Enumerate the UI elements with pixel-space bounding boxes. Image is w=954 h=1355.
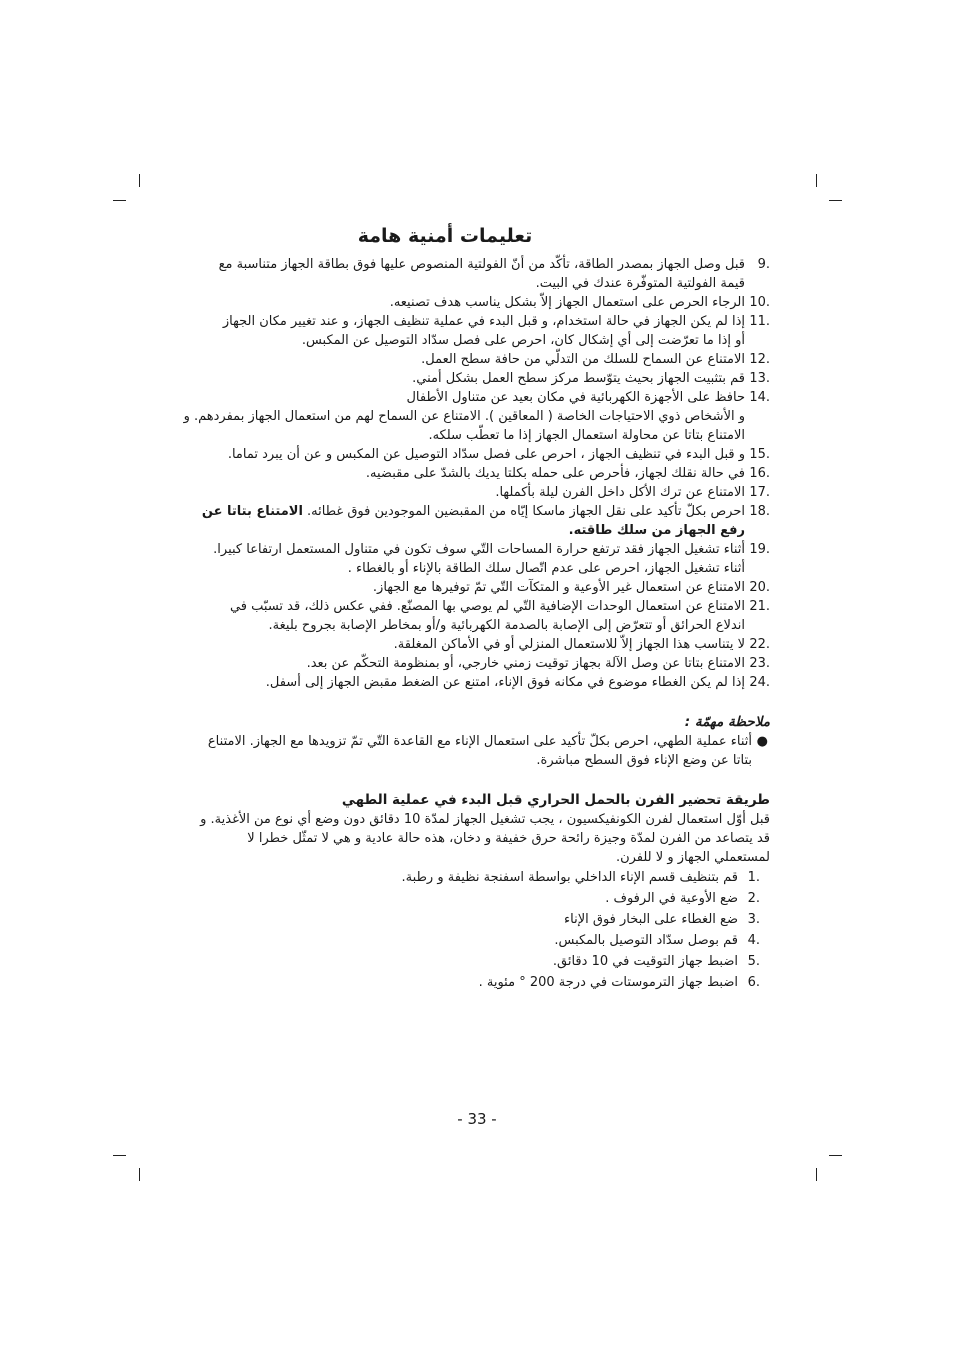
step-item: [120, 951, 760, 972]
item-number: 13.: [749, 371, 770, 386]
item-text: إذا لم يكن الغطاء موضوع في مكانه فوق الإناء، امتنع عن الضغط مقبض الجهاز إلى أسفل.: [265, 675, 745, 690]
step-number: 2.: [747, 891, 760, 906]
item-text: قبل وصل الجهاز بمصدر الطاقة، تأكّد من أنّ الفولتية المنصوص عليها فوق بطاقة الجهاز متناسبة مع: [218, 257, 745, 272]
item-number: 11.: [749, 314, 770, 329]
document-page: [120, 225, 770, 993]
bullet-icon: ●: [756, 734, 768, 749]
crop-mark-top-left: [139, 174, 140, 187]
preheat-heading: طريقة تحضير الفرن بالحمل الحراري قبل البدء في عملية الطهي: [341, 792, 770, 808]
item-text: [120, 521, 745, 540]
step-text: اضبط جهاز الترموستات في درجة 200 ° مئوية .: [478, 975, 738, 990]
list-item-19: [120, 540, 770, 578]
item-number: 24.: [749, 675, 770, 690]
note-heading: ملاحظة مهمّة :: [684, 714, 770, 730]
crop-mark-bottom-right: [816, 1168, 817, 1181]
list-item-17: [120, 483, 770, 502]
item-text: حافظ على الأجهزة الكهربائية في مكان بعيد عن متناول الأطفال: [406, 390, 745, 405]
page-title: تعليمات أمنية هامة: [357, 225, 533, 247]
crop-mark-bottom-right-h: [829, 1155, 842, 1156]
step-item: [120, 972, 760, 993]
item-text: الامتناع بتاتا عن وصل الآلة بجهاز توقيت زمني خارجي، أو بمنظومة التحكّم عن بعد.: [306, 656, 745, 671]
item-number: 17.: [749, 485, 770, 500]
item-text: و قبل البدء في تنظيف الجهاز ، احرص على فصل سدّاد التوصيل عن المكبس و عن أن يبرد تماما.: [227, 447, 745, 462]
step-text: قم بوصل سدّاد التوصيل بالمكبس.: [554, 933, 738, 948]
item-text-bold: رفع الجهاز من سلك طاقته.: [568, 523, 745, 538]
item-number: 12.: [749, 352, 770, 367]
item-number: 15.: [749, 447, 770, 462]
item-14-continuation: [95, 407, 770, 445]
list-item-24: [120, 673, 770, 692]
item-text: في حالة نقلك لجهاز، فأحرص على حمله بكلتا يديك بالشدّ على مقبضيه.: [365, 466, 745, 481]
item-number: 19.: [749, 542, 770, 557]
list-item-23: [120, 654, 770, 673]
item-text: اندلاع الحرائق أو تتعرّض إلى الإصابة بالصدمة الكهربائية و/أو بمخاطر الإصابة بجروح بليغة.: [268, 618, 745, 633]
item-text: إذا لم يكن الجهاز في حالة استخدام، و قبل البدء في عملية تنظيف الجهاز، و عند تغيير مكان الجهاز: [222, 314, 745, 329]
list-item-10: [120, 293, 770, 312]
list-item-9: [120, 255, 770, 293]
list-item-11: [120, 312, 770, 350]
step-number: 1.: [747, 870, 760, 885]
item-number: 18.: [749, 504, 770, 519]
step-number: 4.: [747, 933, 760, 948]
item-number: 10.: [749, 295, 770, 310]
list-item-22: [120, 635, 770, 654]
item-number: 21.: [749, 599, 770, 614]
item-text: الرجاء الحرص على استعمال الجهاز إلاّ بشكل يناسب هدف تصنيعه.: [389, 295, 745, 310]
item-number: 9.: [757, 257, 770, 272]
crop-mark-top-right: [816, 174, 817, 187]
crop-mark-bottom-left: [139, 1168, 140, 1181]
item-text: الامتناع عن ترك الأكل داخل الفرن ليلة بأكملها.: [495, 485, 745, 500]
item-text: قيمة الفولتية المتوفّرة عندك في البيت.: [535, 276, 745, 291]
crop-mark-top-left-h: [113, 200, 126, 201]
step-text: ضع الأوعية في الرفوف .: [605, 891, 738, 906]
item-number: 16.: [749, 466, 770, 481]
item-text: لا يتناسب هذا الجهاز إلاّ للاستعمال المنزلي أو في الأماكن المغلقة.: [393, 637, 745, 652]
item-text: [120, 502, 745, 521]
list-item-15: [120, 445, 770, 464]
item-text: الامتناع عن السماح للسلك من التدلّي من حافة سطح العمل.: [421, 352, 745, 367]
step-item: [120, 867, 760, 888]
item-text: الامتناع عن استعمال الوحدات الإضافية التّي لم يوصي بها المصنّع. ففي عكس ذلك، قد تسبّب في: [229, 599, 745, 614]
page-number: - 33 -: [457, 1110, 497, 1128]
item-text: الامتناع عن استعمال غير الأوعية و المتكآت التّي تمّ توفيرها مع الجهاز.: [372, 580, 745, 595]
item-text: الامتناع بتاتا عن محاولة استعمال الجهاز إذا ما تعطّب سلكه.: [428, 428, 745, 443]
step-number: 3.: [747, 912, 760, 927]
item-number: 23.: [749, 656, 770, 671]
list-item-21: [120, 597, 770, 635]
paragraph-line: قبل أوّل استعمال لفرن الكونفيكسيون ، يجب تشغيل الجهاز لمدّة 10 دقائق دون وضع أي نوع من الأغذية. و: [200, 812, 770, 827]
list-item-20: [120, 578, 770, 597]
item-number: 14.: [749, 390, 770, 405]
item-text: و الأشخاص ذوي الاحتياجات الخاصة ( المعاقين ). الامتناع عن السماح لهم من استعمال الجهاز بمفردهم. و: [183, 409, 745, 424]
note-text: بتاتا عن وضع الإناء فوق السطح مباشرة.: [536, 753, 752, 768]
list-item-14: [120, 388, 770, 407]
step-number: 6.: [747, 975, 760, 990]
safety-list: [120, 255, 770, 692]
step-text: ضع الغطاء على البخار فوق الإناء: [564, 912, 738, 927]
note-bullet-item: [120, 732, 770, 770]
crop-mark-bottom-left-h: [113, 1155, 126, 1156]
list-item-16: [120, 464, 770, 483]
note-text: أثناء عملية الطهي، احرص بكلّ تأكيد على استعمال الإناء مع القاعدة التّي تمّ تزويدها مع الجهاز. الامتناع: [207, 734, 752, 749]
list-item-18: [120, 502, 770, 540]
item-number: 22.: [749, 637, 770, 652]
item-text: أو إذا ما تعرّضت إلى أي إشكال كان، احرص على فصل سدّاد التوصيل عن المكبس.: [301, 333, 745, 348]
paragraph-line: لمستعملي الجهاز و لا للفرن.: [615, 850, 770, 865]
preheat-steps: [120, 867, 770, 993]
item-text-plain: احرص بكلّ تأكيد على نقل الجهاز ماسكا إيّاه من المقبضين الموجودين فوق غطائه.: [302, 504, 745, 519]
preheat-paragraph: [120, 810, 770, 867]
item-text: قم بتثبيت الجهاز بحيث يتوّسط مركز سطح العمل بشكل أمني.: [412, 371, 745, 386]
list-item-12: [120, 350, 770, 369]
step-item: [120, 930, 760, 951]
step-text: قم بتنظيف قسم الإناء الداخلي بواسطة اسفنجة نظيفة و رطبة.: [401, 870, 738, 885]
crop-mark-top-right-h: [829, 200, 842, 201]
item-text: أثناء تشغيل الجهاز فقد ترتفع حرارة المساحات التّي سوف تكون في متناول المستعمل ارتفاعا كبيرا.: [213, 542, 745, 557]
item-text: أثناء تشغيل الجهاز، احرص على عدم اتّصال سلك الطاقة بالإناء أو بالغطاء .: [347, 561, 745, 576]
list-item-13: [120, 369, 770, 388]
step-item: [120, 888, 760, 909]
item-text-bold: الامتناع بتاتا عن: [201, 504, 303, 519]
item-number: 20.: [749, 580, 770, 595]
step-number: 5.: [747, 954, 760, 969]
step-text: اضبط جهاز التوقيت في 10 دقائق.: [552, 954, 738, 969]
paragraph-line: قد يتصاعد من الفرن لمدّة وجيزة رائحة حرق خفيفة و دخان، هذه حالة عادية و هي لا تمثّل خطرا لا: [247, 831, 770, 846]
step-item: [120, 909, 760, 930]
